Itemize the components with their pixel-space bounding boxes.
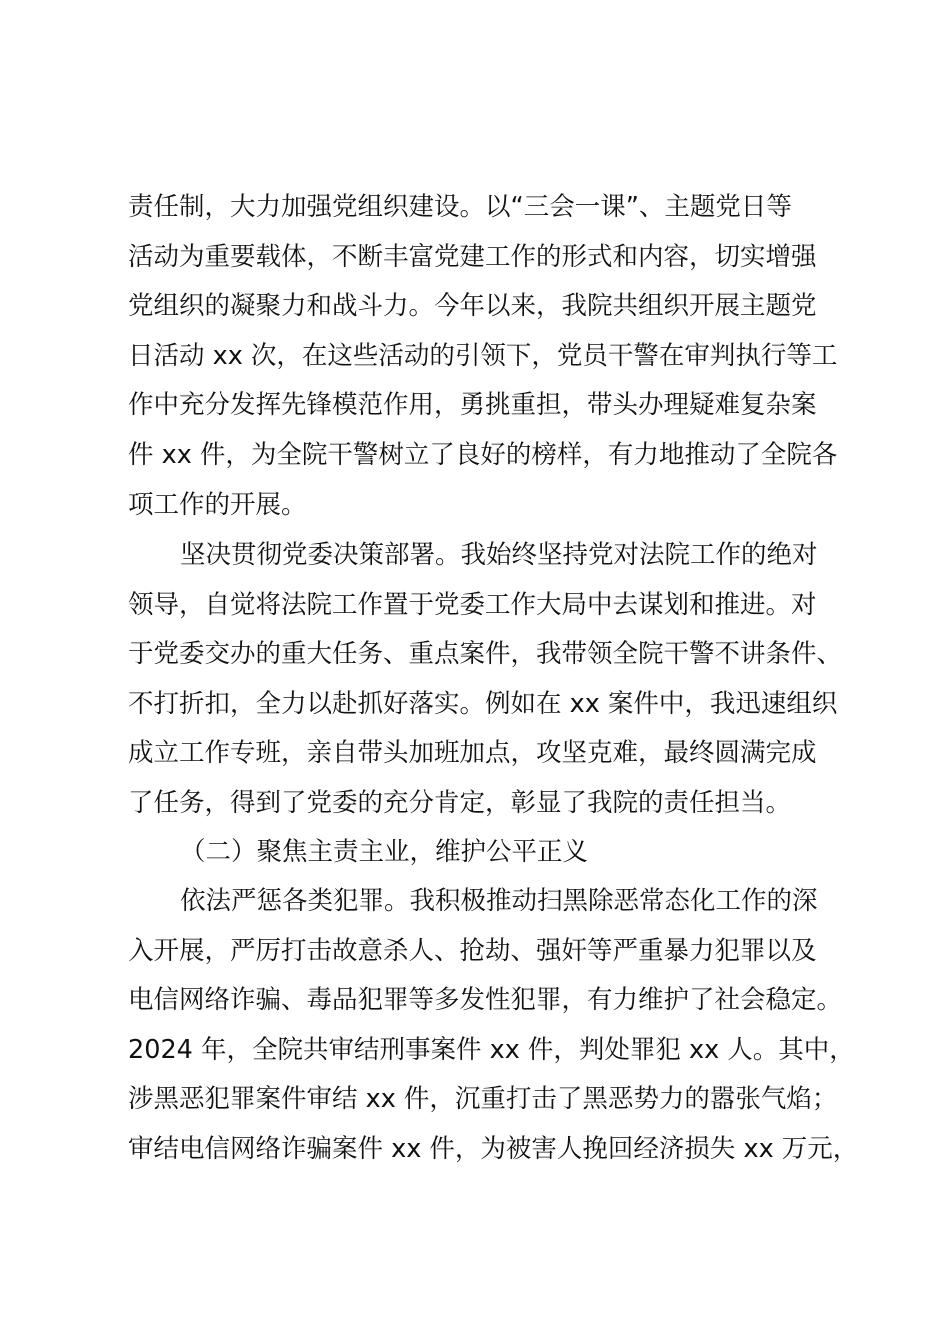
text-line: 件 xx 件，为全院干警树立了良好的榜样，有力地推动了全院各: [128, 440, 838, 470]
text-line: 审结电信网络诈骗案件 xx 件，为被害人挽回经济损失 xx 万元，: [128, 1134, 859, 1164]
text-line: 日活动 xx 次，在这些活动的引领下，党员干警在审判执行等工: [128, 341, 838, 371]
text-line: 依法严惩各类犯罪。我积极推动扫黑除恶常态化工作的深: [180, 886, 818, 916]
text-line: 电信网络诈骗、毒品犯罪等多发性犯罪，有力维护了社会稳定。: [128, 985, 843, 1015]
text-line: 不打折扣，全力以赴抓好落实。例如在 xx 案件中，我迅速组织: [128, 689, 838, 719]
text-line: 了任务，得到了党委的充分肯定，彰显了我院的责任担当。: [128, 788, 792, 818]
text-line: 成立工作专班，亲自带头加班加点，攻坚克难，最终圆满完成: [128, 738, 817, 768]
text-line: 作中充分发挥先锋模范作用，勇挑重担，带头办理疑难复杂案: [128, 390, 817, 420]
text-line: 2024 年，全院共审结刑事案件 xx 件，判处罪犯 xx 人。其中，: [128, 1035, 855, 1065]
text-line: 于党委交办的重大任务、重点案件，我带领全院干警不讲条件、: [128, 639, 843, 669]
section-heading: （二）聚焦主责主业，维护公平正义: [180, 837, 589, 867]
text-line: 责任制，大力加强党组织建设。以“三会一课”、主题党日等: [128, 192, 792, 222]
text-line: 项工作的开展。: [128, 490, 307, 520]
text-line: 党组织的凝聚力和战斗力。今年以来，我院共组织开展主题党: [128, 291, 817, 321]
text-line: 坚决贯彻党委决策部署。我始终坚持党对法院工作的绝对: [180, 540, 818, 570]
text-line: 入开展，严厉打击故意杀人、抢劫、强奸等严重暴力犯罪以及: [128, 936, 817, 966]
text-line: 涉黑恶犯罪案件审结 xx 件，沉重打击了黑恶势力的嚣张气焰；: [128, 1084, 838, 1114]
text-line: 领导，自觉将法院工作置于党委工作大局中去谋划和推进。对: [128, 590, 817, 620]
text-line: 活动为重要载体，不断丰富党建工作的形式和内容，切实增强: [128, 242, 817, 272]
